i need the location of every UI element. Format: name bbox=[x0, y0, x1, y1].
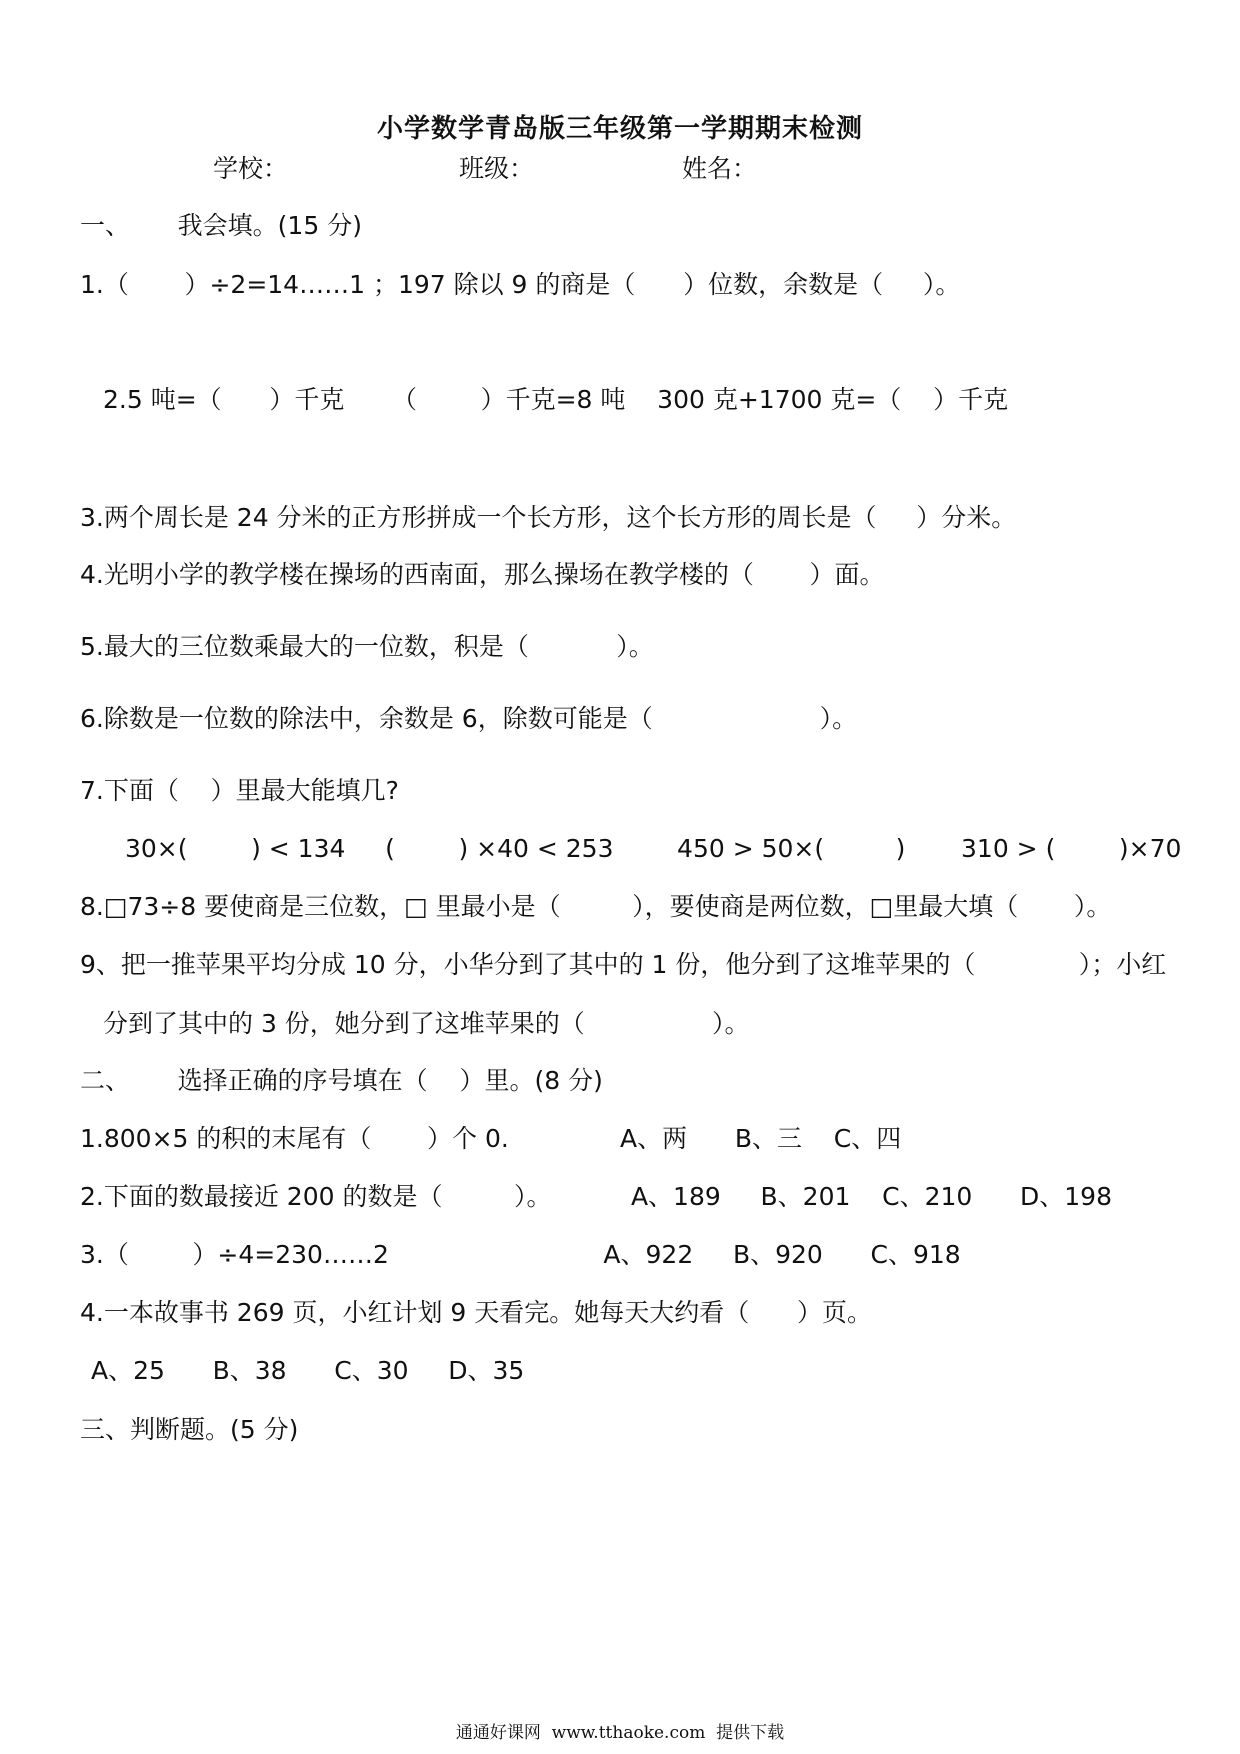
question-2-4-options: A、25 B、38 C、30 D、35 bbox=[91, 1356, 525, 1385]
name-label: 姓名： bbox=[682, 154, 758, 183]
question-2-2: 2.下面的数最接近 200 的数是（ ）。 A、189 B、201 C、210 D、198 bbox=[80, 1182, 1112, 1211]
section-2-heading: 二、 选择正确的序号填在（ ）里。(8 分) bbox=[80, 1066, 603, 1095]
school-label: 学校： bbox=[213, 154, 289, 183]
footer-credit: 通通好课网 www.tthaoke.com 提供下载 bbox=[455, 1723, 785, 1743]
question-2-4: 4.一本故事书 269 页，小红计划 9 天看完。她每天大约看（ ）页。 bbox=[80, 1298, 872, 1327]
question-1-7: 7.下面（ ）里最大能填几? bbox=[80, 776, 399, 805]
question-1-5: 5.最大的三位数乘最大的一位数，积是（ ）。 bbox=[80, 632, 654, 661]
question-1-8: 8.□73÷8 要使商是三位数，□ 里最小是（ ），要使商是两位数，□里最大填（ ）。 bbox=[80, 892, 1112, 921]
section-1-heading: 一、 我会填。(15 分) bbox=[80, 211, 362, 240]
page-title: 小学数学青岛版三年级第一学期期末检测 bbox=[376, 114, 863, 144]
section-3-heading: 三、判断题。(5 分) bbox=[80, 1415, 299, 1444]
question-1-4: 4.光明小学的教学楼在操场的西南面，那么操场在教学楼的（ ）面。 bbox=[80, 560, 885, 589]
question-1-7-items: 30×( ) < 134 ( ) ×40 < 253 450 > 50×( ) 310 > ( )×70 bbox=[125, 834, 1182, 863]
question-2-1: 1.800×5 的积的末尾有（ ）个 0. A、两 B、三 C、四 bbox=[80, 1124, 902, 1153]
question-1-9-line-2: 分到了其中的 3 份，她分到了这堆苹果的（ ）。 bbox=[103, 1009, 750, 1038]
question-1-6: 6.除数是一位数的除法中，余数是 6，除数可能是（ ）。 bbox=[80, 704, 858, 733]
class-label: 班级： bbox=[459, 154, 535, 183]
question-1-2: 2.5 吨=（ ）千克 （ ）千克=8 吨 300 克+1700 克=（ ）千克 bbox=[103, 385, 1009, 414]
question-1-9-line-1: 9、把一推苹果平均分成 10 分，小华分到了其中的 1 份，他分到了这堆苹果的（ ）；小红 bbox=[80, 950, 1167, 979]
question-1-3: 3.两个周长是 24 分米的正方形拼成一个长方形，这个长方形的周长是（ ）分米。 bbox=[80, 503, 1017, 532]
question-1-1: 1.（ ）÷2=14……1 ；197 除以 9 的商是（ ）位数，余数是（ ）。 bbox=[80, 270, 961, 299]
question-2-3: 3.（ ）÷4=230……2 A、922 B、920 C、918 bbox=[80, 1240, 961, 1269]
